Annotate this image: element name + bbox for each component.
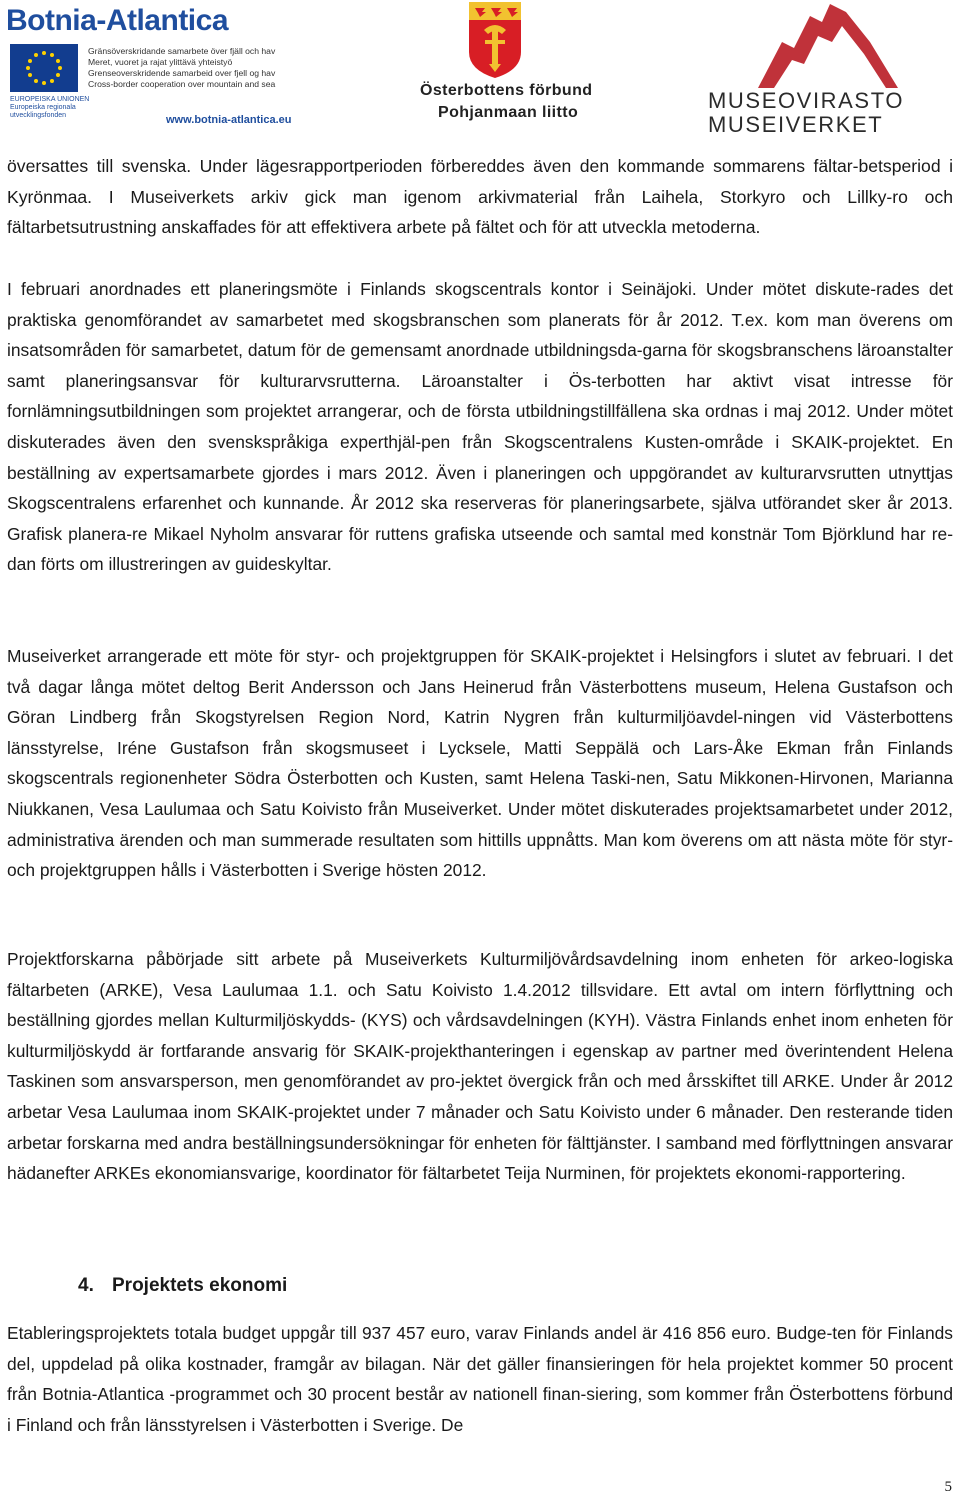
section-number: 4. xyxy=(78,1275,94,1296)
osterbotten-name: Österbottens förbund xyxy=(420,82,593,99)
botnia-url: www.botnia-atlantica.eu xyxy=(166,114,292,126)
section-title: Projektets ekonomi xyxy=(112,1275,288,1296)
museo-name-swedish: MUSEIVERKET xyxy=(708,112,884,137)
paragraph-steering-meeting: Museiverket arrangerade ett möte för styr- och projektgruppen för SKAIK-projektet i Helsingfors i slutet av februari. I det två dagar långa mötet deltog Berit Andersson och Jans Heinerud från Västerbottens museum, Helena Gustafson och Göran Lindberg från Skogstyrelsen Region Nord, Katrin Nygren från kulturmiljöavdel-ningen vid Västerbottens länsstyrelse, Iréne Gustafson från skogsmuseet i Lycksele, Matti Seppälä och Lars-Åke Ekman från Finlands skogscentrals regionenheter Södra Österbotten och Kusten, samt Helena Taski-nen, Satu Mikkonen-Hirvonen, Marianna Niukkanen, Vesa Laulumaa och Satu Koivisto från Museiverket. Under mötet diskuterades projektsamarbetet under 2012, administrativa ärenden och man summerade resultaten som hittills uppnåtts. Man kom överens om att nästa möte för styr- och projektgruppen hålls i Västerbotten i Sverige hösten 2012. xyxy=(7,646,953,881)
eu-flag-icon xyxy=(10,44,78,92)
logo-header xyxy=(0,0,960,140)
museovirasto-logo xyxy=(700,2,910,136)
section-heading xyxy=(78,1272,287,1300)
page-number: 5 xyxy=(944,1479,952,1495)
botnia-atlantica-logo xyxy=(6,4,296,132)
intro-paragraph: översattes till svenska. Under lägesrapportperioden förbereddes även den kommande sommarens fältar-betsperiod i Kyrönmaa. I Museiverkets arkiv gick man igenom arkivmaterial från Laihela, Storkyro och Lillky-ro och fältarbetsutrustning anskaffades för att effektivera arbete på fältet och för att utveckla metoderna. xyxy=(7,156,953,238)
coat-of-arms-icon xyxy=(467,0,523,80)
museo-name-finnish: MUSEOVIRASTO xyxy=(708,88,905,113)
eu-caption: EUROPEISKA UNIONEN Europeiska regionala utvecklingsfonden xyxy=(10,96,90,119)
paragraph-project-researchers: Projektforskarna påbörjade sitt arbete på Museiverkets Kulturmiljövårdsavdelning inom enheten för arkeo-logiska fältarbeten (ARKE), Vesa Laulumaa 1.1. och Satu Koivisto 1.4.2012 tillsvidare. Ett avtal om intern förflyttning och beställning gjordes mellan Kulturmiljöskydds- (KYS) och vårdsavdelningen (KYH). Västra Finlands enhet inom enheten för kulturmiljöskydd är fortfarande ansvarig för SKAIK-projekthanteringen i egenskap av partner med överintendent Helena Taskinen som ansvarsperson, men genomförandet av pro-jektet övergick från och med årsskiftet till ARKE. Under år 2012 arbetar Vesa Laulumaa inom SKAIK-projektet under 7 månader och Satu Koivisto under 6 månader. Den resterande tiden arbetar forskarna med andra beställningsundersökningar för enheten för fälttjänster. I samband med förflyttningen ansvarar hädanefter ARKEs ekonomiansvarige, koordinator för fältarbetet Teija Nurminen, för projektets ekonomi-rapportering. xyxy=(7,949,953,1184)
paragraph-planning-meeting: I februari anordnades ett planeringsmöte i Finlands skogscentrals kontor i Seinäjoki. Under mötet diskute-rades det praktiska genomförandet av samarbetet med skogsbranschen som planerats för år 2012. T.ex. kom man överens om insatsområden för samarbetet, datum för de gemensamt anordnade utbildningsda-garna för skogsbranschens läroanstalter samt planeringsansvar för kulturarvsrutterna. Läroanstalter i Ös-terbotten har aktivt visat intresse för fornlämningsutbildningen som projektet arrangerar, och de första utbildningstillfällena ska ordnas i maj 2012. Under mötet diskuterades även den svenskspråkiga experthjäl-pen från Skogscentralens Kusten-område i SKAIK-projektet. En beställning av expertsamarbete gjordes i mars 2012. Även i planeringen och uppgörandet av kulturarvsrutten utnyttjas Skogscentralens erfarenhet och kunnande. År 2012 ska reserveras för planeringsarbete, själva utförandet sker år 2013. Grafisk planera-re Mikael Nyholm ansvarar för ruttens grafiska utseende och samtal med konstnär Tom Björklund har re-dan förts om illustreringen av guideskyltar. xyxy=(7,279,953,575)
paragraph-budget: Etableringsprojektets totala budget uppgår till 937 457 euro, varav Finlands andel är 416 856 euro. Budge-ten för Finlands del, uppdelad på olika kostnader, framgår av bilagan. När det gäller finansieringen för hela projektet kommer 50 procent från Botnia-Atlantica -programmet och 30 procent består av nationell finan-siering, som kommer från Österbottens förbund i Finland och från länsstyrelsen i Västerbotten i Sverige. De xyxy=(7,1323,953,1435)
museovirasto-mark-icon xyxy=(752,2,902,90)
osterbotten-name-finnish: Pohjanmaan liitto xyxy=(438,104,579,121)
osterbottens-forbund-logo xyxy=(420,0,593,134)
botnia-tagline: Gränsöverskridande samarbete över fjäll och hav Meret, vuoret ja rajat ylittävä yhteistyö Grenseoverskridende samarbeid over fjell og hav Cross-border cooperation over mountain and sea xyxy=(88,46,276,89)
botnia-title: Botnia-Atlantica xyxy=(6,4,229,37)
